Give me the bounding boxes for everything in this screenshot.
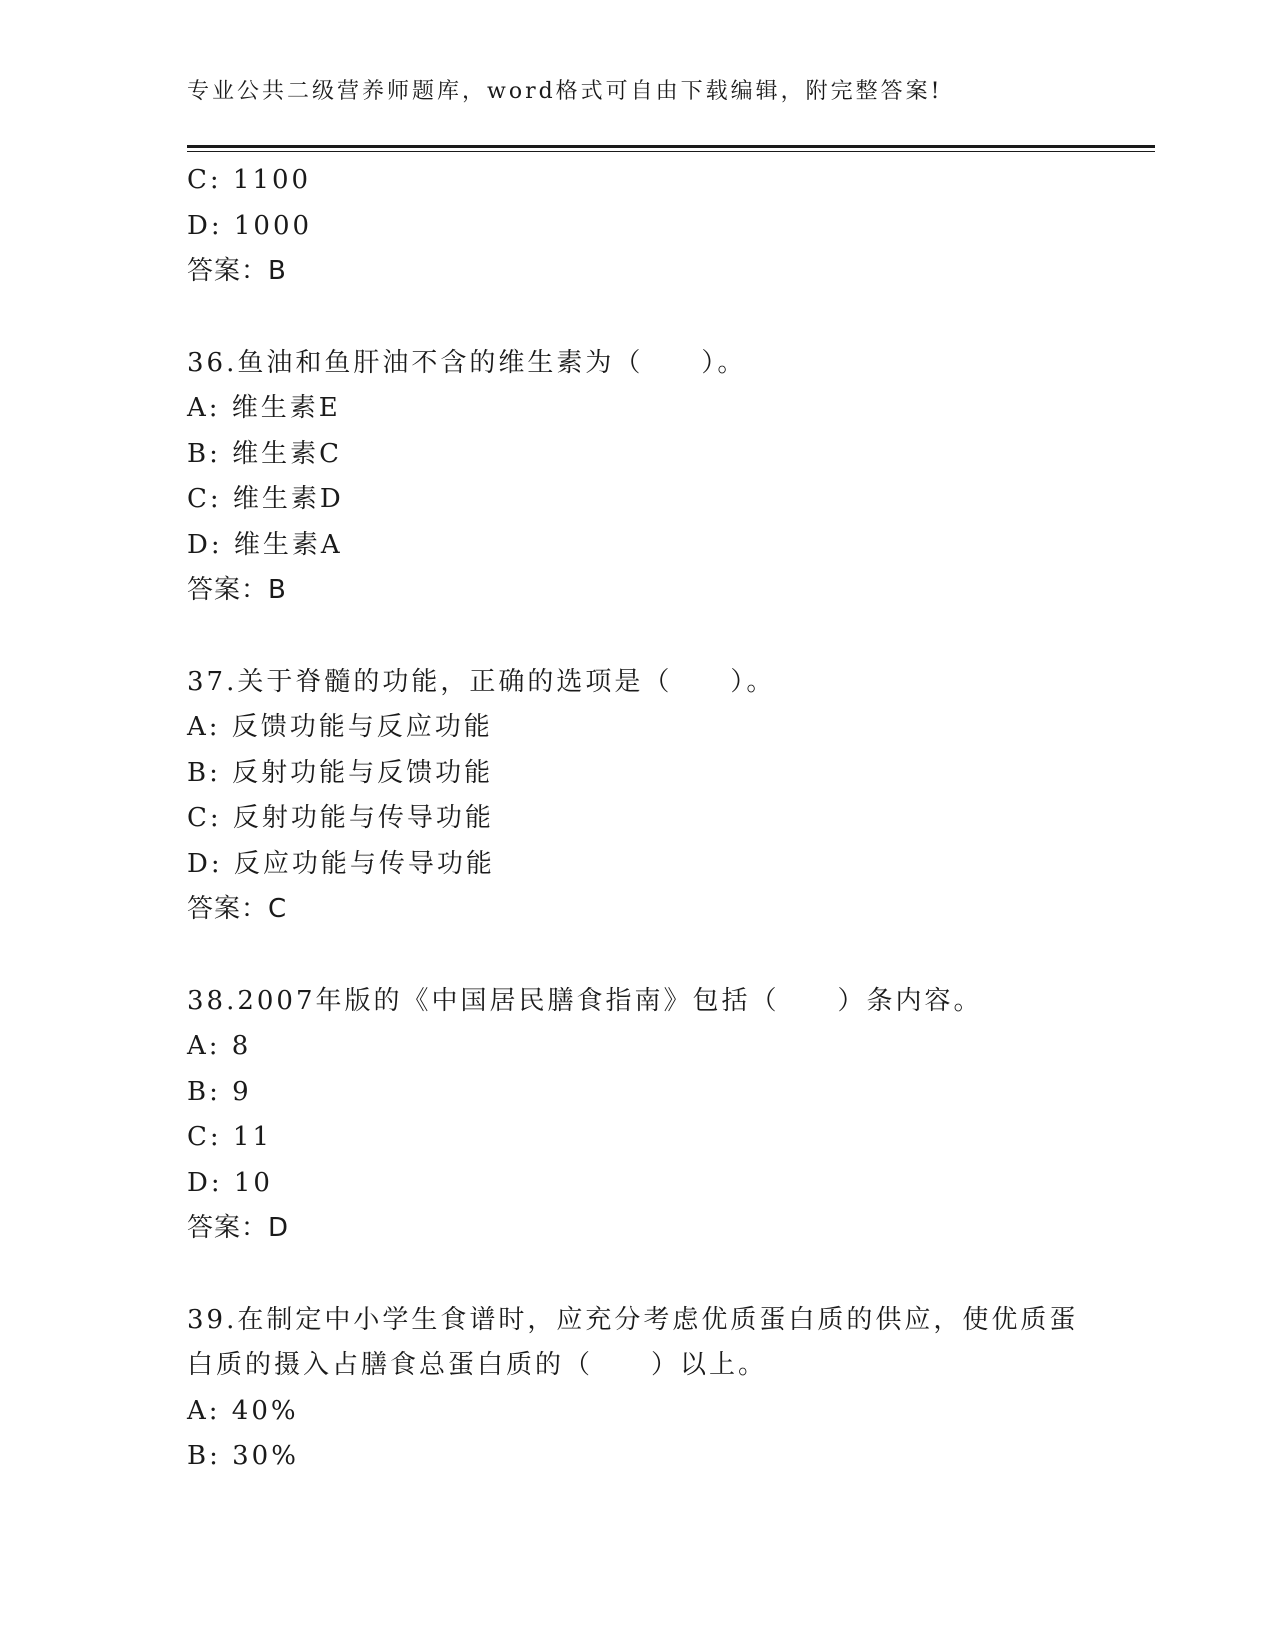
option-line: A: 40% <box>187 1395 299 1426</box>
question-block <box>187 660 1087 933</box>
option-line: B: 9 <box>187 1076 252 1107</box>
question-stem: 37.关于脊髓的功能，正确的选项是（ ）。 <box>187 666 776 697</box>
question-stem: 36.鱼油和鱼肝油不含的维生素为（ ）。 <box>187 347 747 378</box>
option-line: B: 维生素C <box>187 438 343 469</box>
option-line: A: 维生素E <box>187 393 341 423</box>
option-line: C: 1100 <box>187 165 312 195</box>
question-stem: 39.在制定中小学生食谱时，应充分考虑优质蛋白质的供应，使优质蛋 <box>187 1304 1079 1335</box>
option-line: A: 反馈功能与反应功能 <box>187 712 493 742</box>
option-line: D: 10 <box>187 1167 273 1198</box>
answer-line: 答案：C <box>187 894 288 924</box>
option-line: C: 反射功能与传导功能 <box>187 803 494 833</box>
answer-line: 答案：D <box>187 1213 290 1243</box>
header-rule-thin <box>187 151 1155 152</box>
question-block <box>187 1298 1087 1480</box>
answer-line: 答案：B <box>187 256 287 286</box>
answer-line: 答案：B <box>187 575 287 605</box>
option-line: D: 反应功能与传导功能 <box>187 848 495 879</box>
option-line: C: 维生素D <box>187 484 344 514</box>
option-line: D: 1000 <box>187 210 313 241</box>
option-line: D: 维生素A <box>187 529 343 560</box>
option-line: B: 反射功能与反馈功能 <box>187 757 494 788</box>
question-block <box>187 979 1087 1252</box>
option-line: A: 8 <box>187 1031 252 1061</box>
prev-question-tail <box>187 158 1087 295</box>
question-block <box>187 341 1087 614</box>
question-stem-continued: 白质的摄入占膳食总蛋白质的（ ）以上。 <box>187 1350 768 1380</box>
question-stem: 38.2007年版的《中国居民膳食指南》包括（ ）条内容。 <box>187 985 983 1016</box>
header-rule-thick <box>187 145 1155 148</box>
option-line: B: 30% <box>187 1441 299 1471</box>
page-header: 专业公共二级营养师题库，word格式可自由下载编辑，附完整答案! <box>187 79 943 104</box>
question-list <box>187 158 1087 1480</box>
option-line: C: 11 <box>187 1122 273 1152</box>
